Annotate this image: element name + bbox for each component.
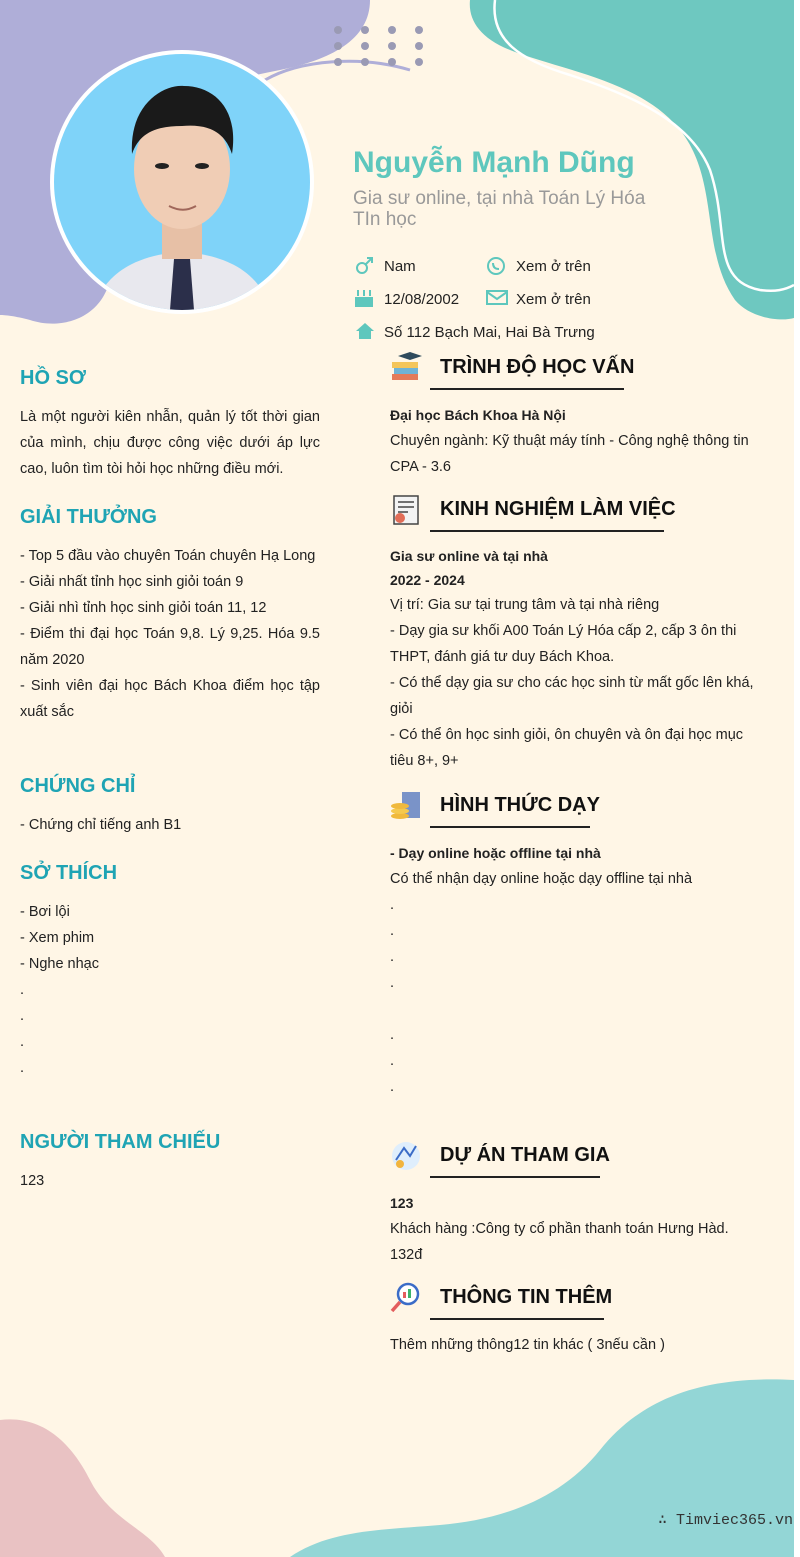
dot (388, 58, 396, 66)
pink-blob (0, 1419, 165, 1557)
email-icon (485, 289, 509, 307)
awards-title: GIẢI THƯỞNG (20, 506, 157, 528)
list-item: - Dạy gia sư khối A00 Toán Lý Hóa cấp 2, cấp 3 ôn thi THPT, đánh giá tư duy Bách Khoa. (390, 623, 737, 665)
address-value: Số 112 Bạch Mai, Hai Bà Trưng (384, 324, 595, 341)
teaching-section (390, 790, 770, 1100)
list-item: . (390, 975, 395, 991)
list-item: Thêm những thông12 tin khác ( 3nếu cần ) (390, 1337, 665, 1353)
list-item: Vị trí: Gia sư tại trung tâm và tại nhà riêng (390, 597, 660, 613)
avatar-photo (54, 54, 310, 310)
project-icon (390, 1140, 422, 1172)
references-list (20, 1168, 320, 1194)
birthday-value: 12/08/2002 (384, 291, 460, 308)
list-item: - Chứng chỉ tiếng anh B1 (20, 817, 182, 833)
projects-section (390, 1140, 770, 1268)
eye (155, 163, 169, 169)
references-title: NGƯỜI THAM CHIẾU (20, 1131, 221, 1153)
title-underline (430, 530, 664, 532)
candidate-name: Nguyễn Mạnh Dũng (353, 146, 635, 179)
dot (361, 42, 369, 50)
profile-title: HỒ SƠ (20, 367, 86, 389)
list-item: . (20, 982, 25, 998)
education-title: TRÌNH ĐỘ HỌC VẤN (440, 356, 635, 378)
phone-value: Xem ở trên (516, 258, 591, 275)
list-item: . (20, 1034, 25, 1050)
dot (388, 42, 396, 50)
title-underline (430, 826, 590, 828)
more-info-section (390, 1282, 770, 1358)
dot (415, 42, 423, 50)
birthday-cake-icon (353, 288, 375, 308)
list-item: - Có thể ôn học sinh giỏi, ôn chuyên và ôn đại học mục tiêu 8+, 9+ (390, 727, 744, 769)
list-item: - Giải nhất tỉnh học sinh giỏi toán 9 (20, 574, 244, 590)
list-item: - Điểm thi đại học Toán 9,8. Lý 9,25. Hóa 9.5 năm 2020 (20, 626, 320, 668)
person-illustration (54, 54, 310, 310)
list-item: . (390, 923, 395, 939)
list-item: Có thể nhận dạy online hoặc dạy offline tại nhà (390, 871, 693, 887)
dot (415, 26, 423, 34)
list-item: . (390, 1027, 395, 1043)
dot (334, 58, 342, 66)
projects-title: DỰ ÁN THAM GIA (440, 1144, 610, 1166)
certificate-icon (390, 494, 422, 526)
gender-icon (354, 256, 374, 276)
teaching-mode: - Dạy online hoặc offline tại nhà (390, 845, 601, 861)
dot (361, 58, 369, 66)
home-icon (354, 321, 376, 341)
calculator-coins-icon (390, 790, 422, 822)
profile-text: Là một người kiên nhẫn, quản lý tốt thời gian của mình, chịu được công việc dưới áp lực cao, luôn tìm tòi hỏi học những điều mới. (20, 409, 320, 477)
experience-title: KINH NGHIỆM LÀM VIỆC (440, 498, 676, 520)
brand-watermark: ∴ Timviec365.vn (658, 1512, 794, 1529)
references-section (20, 1131, 320, 1194)
awards-section (20, 506, 320, 725)
list-item: Khách hàng :Công ty cổ phần thanh toán Hưng Hàd. (390, 1221, 729, 1237)
teaching-title: HÌNH THỨC DẠY (440, 794, 600, 816)
list-item: . (390, 1053, 395, 1069)
list-item: 132đ (390, 1247, 423, 1263)
school-name: Đại học Bách Khoa Hà Nội (390, 407, 566, 423)
job-title: Gia sư online, tại nhà Toán Lý Hóa TIn học (353, 188, 646, 230)
title-underline (430, 388, 624, 390)
certificates-title: CHỨNG CHỈ (20, 775, 136, 797)
dot (334, 42, 342, 50)
hobbies-list (20, 899, 320, 1081)
list-item: - Có thể dạy gia sư cho các học sinh từ mất gốc lên khá, giỏi (390, 675, 754, 717)
project-name: 123 (390, 1195, 414, 1211)
certificates-list (20, 812, 320, 838)
education-section (390, 352, 770, 480)
awards-list (20, 543, 320, 725)
experience-section (390, 494, 770, 774)
list-item: . (390, 1079, 395, 1095)
dot (361, 26, 369, 34)
list-item: - Nghe nhạc (20, 956, 99, 972)
dots-decoration (330, 24, 430, 74)
teal-bottom-blob (290, 1379, 794, 1557)
gender-value: Nam (384, 258, 416, 275)
list-item: . (20, 1060, 25, 1076)
more-info-title: THÔNG TIN THÊM (440, 1286, 613, 1308)
profile-section (20, 367, 320, 482)
hobbies-section (20, 862, 320, 1081)
list-item: . (20, 1008, 25, 1024)
dot (415, 58, 423, 66)
list-item: . (390, 897, 395, 913)
list-item: - Giải nhì tỉnh học sinh giỏi toán 11, 12 (20, 600, 267, 616)
job-name: Gia sư online và tại nhà (390, 548, 548, 564)
job-period: 2022 - 2024 (390, 572, 465, 588)
list-item: - Bơi lội (20, 904, 70, 920)
title-underline (430, 1318, 604, 1320)
magnifier-chart-icon (390, 1282, 422, 1314)
dot (388, 26, 396, 34)
title-underline (430, 1176, 600, 1178)
list-item: - Xem phim (20, 930, 95, 946)
phone-icon (485, 255, 507, 277)
hobbies-title: SỞ THÍCH (20, 862, 118, 884)
certificates-section (20, 775, 320, 838)
dot (334, 26, 342, 34)
eye (195, 163, 209, 169)
books-icon (390, 352, 422, 384)
list-item: 123 (20, 1173, 45, 1189)
list-item: CPA - 3.6 (390, 459, 451, 475)
list-item: . (390, 949, 395, 965)
avatar (50, 50, 314, 314)
list-item: Chuyên ngành: Kỹ thuật máy tính - Công nghệ thông tin (390, 433, 749, 449)
email-value: Xem ở trên (516, 291, 591, 308)
list-item: - Top 5 đầu vào chuyên Toán chuyên Hạ Long (20, 548, 316, 564)
list-item: - Sinh viên đại học Bách Khoa điểm học tập xuất sắc (20, 678, 320, 720)
tie (170, 259, 194, 310)
